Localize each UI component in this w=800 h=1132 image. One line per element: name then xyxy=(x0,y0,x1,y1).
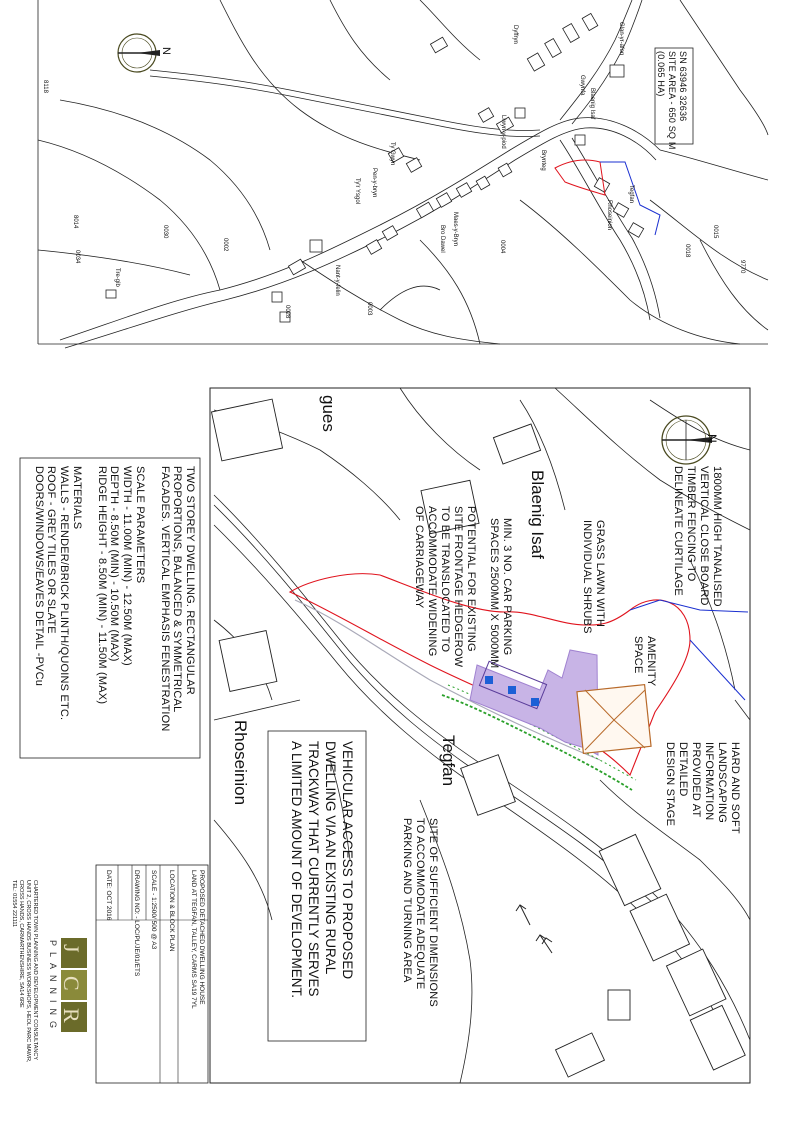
design-note-line: PROPORTIONS, BALANCED & SYMMETRICAL xyxy=(171,466,184,713)
site-area: SITE AREA - 650 SQ M xyxy=(667,51,677,150)
note-line: INDIVIDUAL SHRUBS xyxy=(581,520,593,634)
map-label: Rhoseinion xyxy=(606,200,612,231)
map-label: Ty'r Ysgol xyxy=(354,178,360,205)
map-label: Maes-y-Bryn xyxy=(452,212,458,247)
note-line: AMENITY xyxy=(645,636,657,687)
parcel-number: 0034 xyxy=(74,250,80,264)
note-line: TRACKWAY THAT CURRENTLY SERVES xyxy=(306,741,321,997)
note-line: GRASS LAWN WITH xyxy=(594,520,606,628)
place-name-blaenig-isaf: Blaenig Isaf xyxy=(528,470,547,559)
map-label: Tegfan xyxy=(628,185,634,204)
consultancy-line: CHARTERED TOWN PLANNING AND DEVELOPMENT CONSULTANCY xyxy=(32,880,38,1061)
note-line: VERTICAL CLOSE BOARD xyxy=(698,466,710,606)
design-note-line: WALLS - RENDER/BRICK PLINTH/QUOINS ETC. xyxy=(58,466,71,721)
proposed-dwelling-footprint xyxy=(577,685,651,754)
consultancy-line: CROSS HANDS, CARMARTHENSHIRE, SA14 6RE xyxy=(18,880,24,1008)
note-line: SITE OF SUFFICIENT DIMENSIONS xyxy=(427,818,439,1007)
map-label: Blaenig Isaf xyxy=(589,88,595,120)
parcel-number: 0018 xyxy=(684,244,690,258)
note-line: LANDSCAPING xyxy=(716,742,728,824)
note-line: MIN. 3 NO. CAR PARKING xyxy=(501,518,513,656)
hedgerow-note xyxy=(412,506,477,667)
site-note xyxy=(400,818,439,1007)
parcel-number: 0002 xyxy=(222,238,228,252)
project-line: LAND AT TEGFAN, TALLEY, CARMS SA19 7YL xyxy=(190,870,197,1009)
consultancy-line: UNIT 2, CROSS HANDS BUSINESS WORKSHOPS, HEOL PARC MAWR, xyxy=(25,880,31,1063)
consultancy-line: TEL: 01554 221111 xyxy=(11,880,17,928)
note-line: DESIGN STAGE xyxy=(664,742,676,827)
note-line: DWELLING VIA AN EXISTING RURAL xyxy=(323,741,338,975)
note-line: OF CARRIAGEWAY xyxy=(413,506,425,609)
design-note-line: WIDTH - 11.00M (MIN) - 12.50M (MAX) xyxy=(121,466,134,666)
map-label: Glan-yr-afon xyxy=(618,22,624,56)
drawing-date: DATE: OCT 2016 xyxy=(105,870,112,921)
note-line: PROVIDED AT xyxy=(690,742,702,818)
note-line: INFORMATION xyxy=(703,742,715,821)
map-label: Gwynfa xyxy=(579,75,585,96)
design-note-line: RIDGE HEIGHT - 8.50M (MIN) - 11.50M (MAX) xyxy=(95,466,108,705)
map-label: Llwyn-y-piod xyxy=(500,115,506,149)
parcel-number: 0015 xyxy=(712,225,718,239)
road-direction-arrow-icon xyxy=(516,905,552,953)
fencing-note xyxy=(671,466,723,607)
design-note-line xyxy=(83,466,96,732)
car-space-icon xyxy=(508,686,516,694)
note-line: TO BE TRANSLOCATED TO xyxy=(439,506,451,653)
drawing-number: DRAWING NO: - LOC/PL/JE/01/ETS xyxy=(133,870,140,977)
logo-letter-j: J xyxy=(59,944,84,953)
note-line: SPACES 2500MM X 5000MM xyxy=(488,518,500,669)
parcel-number: 8118 xyxy=(42,80,48,93)
design-note-line xyxy=(146,466,159,732)
car-space-icon xyxy=(485,676,493,684)
landscaping-note xyxy=(663,742,741,834)
note-line: A LIMITED AMOUNT OF DEVELOPMENT. xyxy=(289,741,304,999)
map-label: Pen-y-bryn xyxy=(371,168,377,198)
project-title xyxy=(189,870,205,1009)
lawn-note xyxy=(580,520,606,634)
parcel-number: 9770 xyxy=(739,260,745,274)
parcel-number: 0004 xyxy=(499,240,505,254)
map-label: Dyffryn xyxy=(512,25,518,44)
map-label: Nant-y-felin xyxy=(334,265,340,296)
note-line: 1800MM HIGH TANALISED xyxy=(711,466,723,607)
map-label: Ty Gwyn xyxy=(389,142,395,166)
grid-reference: SN 63946 32636 xyxy=(678,51,688,122)
project-line: PROPOSED DETACHED DWELLING HOUSE xyxy=(198,870,205,1005)
block-plan-north-label: N xyxy=(705,434,719,443)
location-north-label: N xyxy=(160,47,172,55)
design-notes xyxy=(32,466,196,732)
note-line: PARKING AND TURNING AREA xyxy=(401,818,413,983)
note-line: POTENTIAL FOR EXISTING xyxy=(465,506,477,652)
design-note-line: SCALE PARAMETERS xyxy=(133,466,146,584)
drawing-scale: SCALE - 1:2500/ 500 @ A3 xyxy=(150,870,157,950)
design-note-line: TWO STOREY DWELLING. RECTANGULAR xyxy=(184,466,196,695)
note-line: DETAILED xyxy=(677,742,689,797)
site-area-hectares: (0.065 HA) xyxy=(656,51,666,97)
amenity-note xyxy=(631,636,657,686)
map-label: Bro Dawel xyxy=(439,225,445,253)
parking-note xyxy=(487,518,513,668)
place-name-partial: gues xyxy=(319,395,338,432)
parcel-number: 0028 xyxy=(284,305,290,319)
logo-letter-r: R xyxy=(59,1008,84,1023)
design-note-line: ROOF - GREY TILES OR SLATE xyxy=(45,466,58,634)
note-line: VEHICULAR ACCESS TO PROPOSED xyxy=(340,741,355,980)
consultancy-details xyxy=(10,880,38,1062)
design-note-line: MATERIALS xyxy=(70,466,83,530)
access-note xyxy=(288,741,356,998)
car-space-icon xyxy=(531,698,539,706)
note-line: TO ACCOMMODATE ADEQUATE xyxy=(414,818,426,990)
parcel-number: 8014 xyxy=(72,215,78,229)
drawing-title: LOCATION & BLOCK PLAN xyxy=(168,870,175,952)
note-line: DELINEATE CURTILAGE xyxy=(672,466,684,596)
parcel-number: 0003 xyxy=(366,302,372,316)
note-line: SPACE xyxy=(632,636,644,674)
design-note-line: FACADES. VERTICAL EMPHASIS FENESTRATION xyxy=(158,466,171,732)
place-name-tegfan: Tegfan xyxy=(439,735,458,787)
note-line: ACCOMMODATE WIDENING xyxy=(426,506,438,657)
note-line: TIMBER FENCING TO xyxy=(685,466,697,582)
design-note-line: DEPTH - 8.50M (MIN) - 10.50M (MAX) xyxy=(108,466,121,662)
design-note-line: DOORS/WINDOWS/EAVES DETAIL -PVCu xyxy=(32,466,45,687)
map-label: Tre-gib xyxy=(114,268,120,287)
place-name-rhoseinion: Rhoseinion xyxy=(231,720,250,806)
logo-letter-c: C xyxy=(59,976,84,991)
map-label: Brynteg xyxy=(540,150,546,171)
logo-word: PLANNING xyxy=(48,940,58,1035)
note-line: HARD AND SOFT xyxy=(729,742,741,834)
parcel-number: 0030 xyxy=(162,225,168,239)
note-line: SITE FRONTAGE HEDGEROW xyxy=(452,506,464,668)
